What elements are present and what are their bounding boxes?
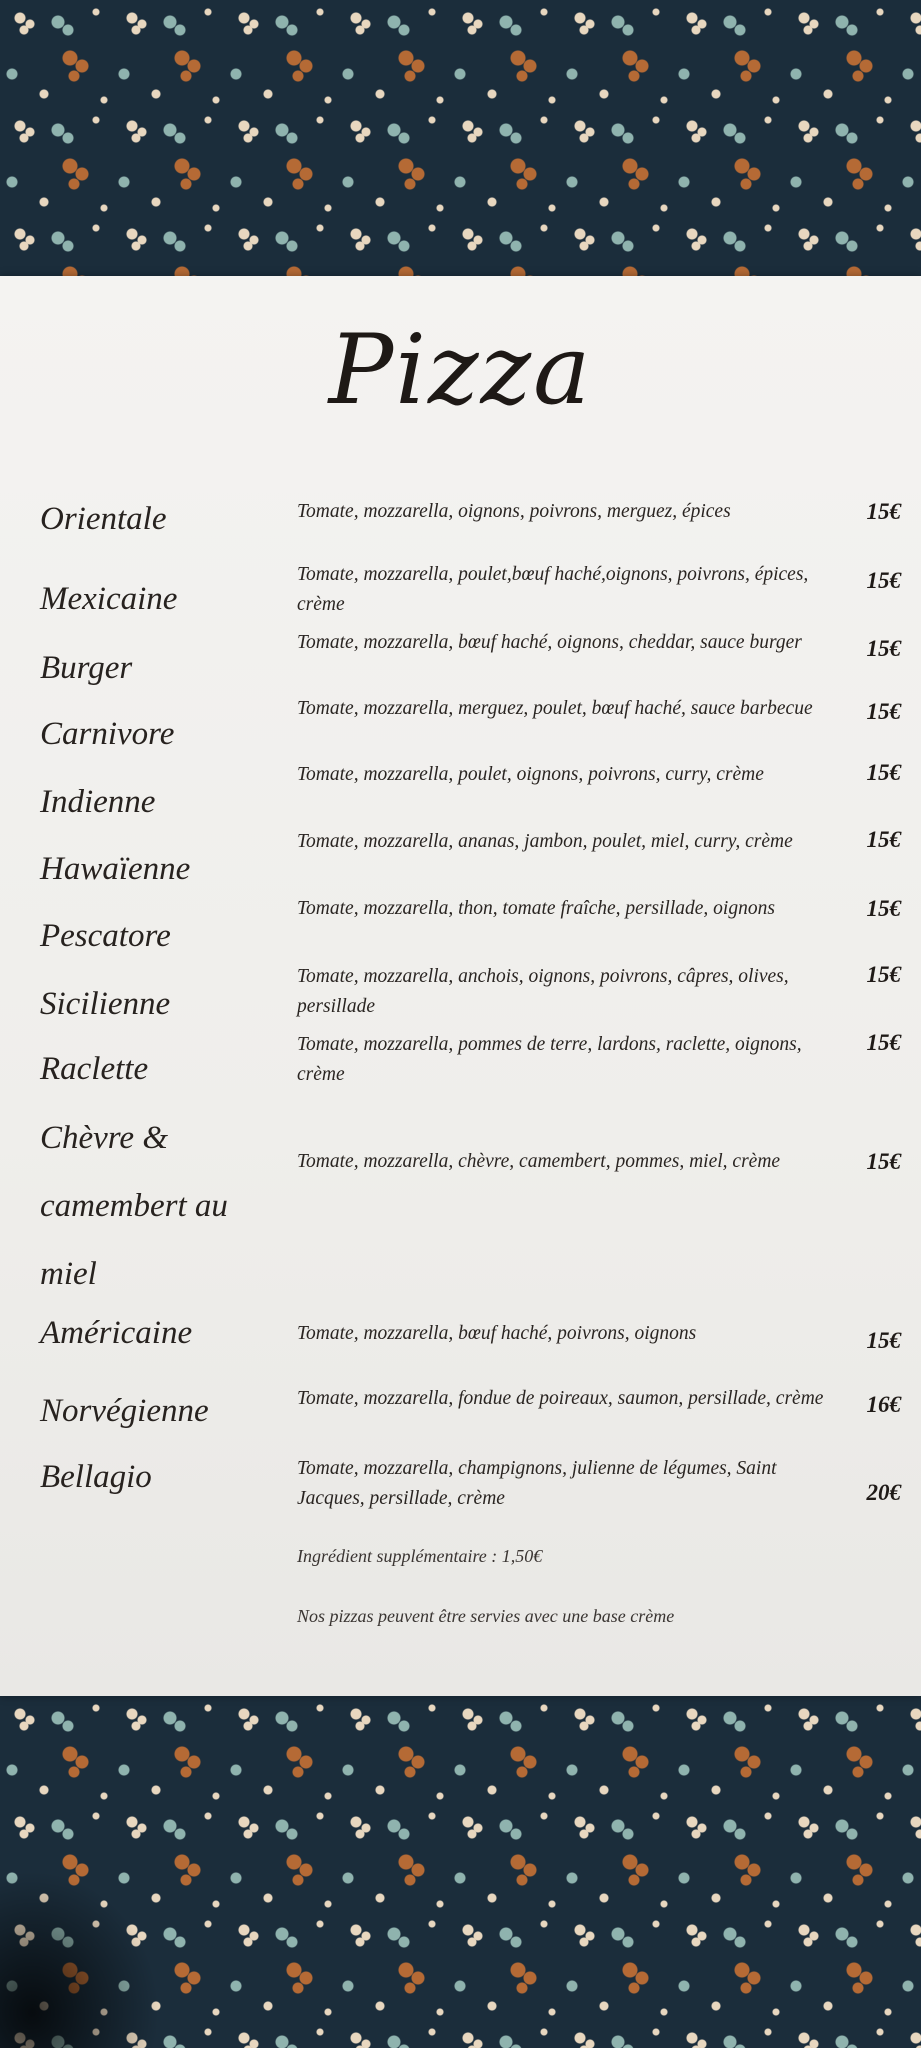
menu-page: [0, 276, 921, 1696]
pizza-name: Américaine: [40, 1315, 193, 1351]
pizza-description: Tomate, mozzarella, fondue de poireaux, saumon, persillade, crème: [297, 1388, 824, 1409]
pizza-description: Tomate, mozzarella, chèvre, camembert, pommes, miel, crème: [297, 1151, 781, 1172]
pizza-name: Pescatore: [40, 918, 171, 954]
pizza-description: Tomate, mozzarella, champignons, julienne de légumes, Saint Jacques, persillade, crème: [297, 1458, 777, 1509]
pizza-price: 15€: [866, 962, 901, 987]
pizza-name: Raclette: [40, 1051, 149, 1087]
pizza-price: 15€: [866, 699, 901, 724]
cream-base-note: Nos pizzas peuvent être servies avec une base crème: [297, 1606, 675, 1626]
pizza-name: Carnivore: [40, 716, 175, 752]
menu-title: Pizza: [328, 314, 593, 426]
pizza-description: Tomate, mozzarella, merguez, poulet, bœuf haché, sauce barbecue: [297, 698, 813, 719]
pizza-price: 15€: [866, 568, 901, 593]
pizza-description: Tomate, mozzarella, thon, tomate fraîche, persillade, oignons: [297, 898, 775, 919]
pizza-name: Norvégienne: [40, 1393, 209, 1429]
pizza-price: 15€: [866, 760, 901, 785]
pizza-name: Burger: [40, 650, 133, 686]
pizza-price: 15€: [866, 827, 901, 852]
pizza-description: Tomate, mozzarella, bœuf haché, poivrons, oignons: [297, 1323, 697, 1344]
pizza-name: Hawaïenne: [40, 851, 191, 887]
pizza-description: Tomate, mozzarella, poulet,bœuf haché,oignons, poivrons, épices, crème: [297, 564, 809, 615]
pizza-price: 15€: [866, 896, 901, 921]
pizza-price: 15€: [866, 1328, 901, 1353]
pizza-price: 20€: [866, 1480, 901, 1505]
pizza-description: Tomate, mozzarella, oignons, poivrons, merguez, épices: [297, 501, 731, 522]
pizza-name: Bellagio: [40, 1459, 152, 1495]
pizza-name: Orientale: [40, 501, 167, 537]
pizza-name: Chèvre & camembert au miel: [40, 1120, 228, 1292]
pizza-price: 15€: [866, 1030, 901, 1055]
extra-ingredient-note: Ingrédient supplémentaire : 1,50€: [297, 1546, 543, 1566]
pizza-description: Tomate, mozzarella, ananas, jambon, poulet, miel, curry, crème: [297, 831, 793, 852]
pizza-price: 15€: [866, 499, 901, 524]
pizza-description: Tomate, mozzarella, bœuf haché, oignons, cheddar, sauce burger: [297, 632, 802, 653]
pizza-price: 15€: [866, 1149, 901, 1174]
pizza-name: Mexicaine: [40, 581, 178, 617]
pizza-name: Indienne: [40, 784, 156, 820]
pizza-description: Tomate, mozzarella, pommes de terre, lardons, raclette, oignons, crème: [297, 1034, 802, 1085]
shadow: [0, 1870, 160, 2048]
floral-tablecloth-top: [0, 0, 921, 282]
pizza-description: Tomate, mozzarella, poulet, oignons, poivrons, curry, crème: [297, 764, 764, 785]
pizza-name: Sicilienne: [40, 986, 171, 1022]
pizza-price: 16€: [866, 1392, 901, 1417]
pizza-description: Tomate, mozzarella, anchois, oignons, poivrons, câpres, olives, persillade: [297, 966, 789, 1017]
pizza-price: 15€: [866, 636, 901, 661]
